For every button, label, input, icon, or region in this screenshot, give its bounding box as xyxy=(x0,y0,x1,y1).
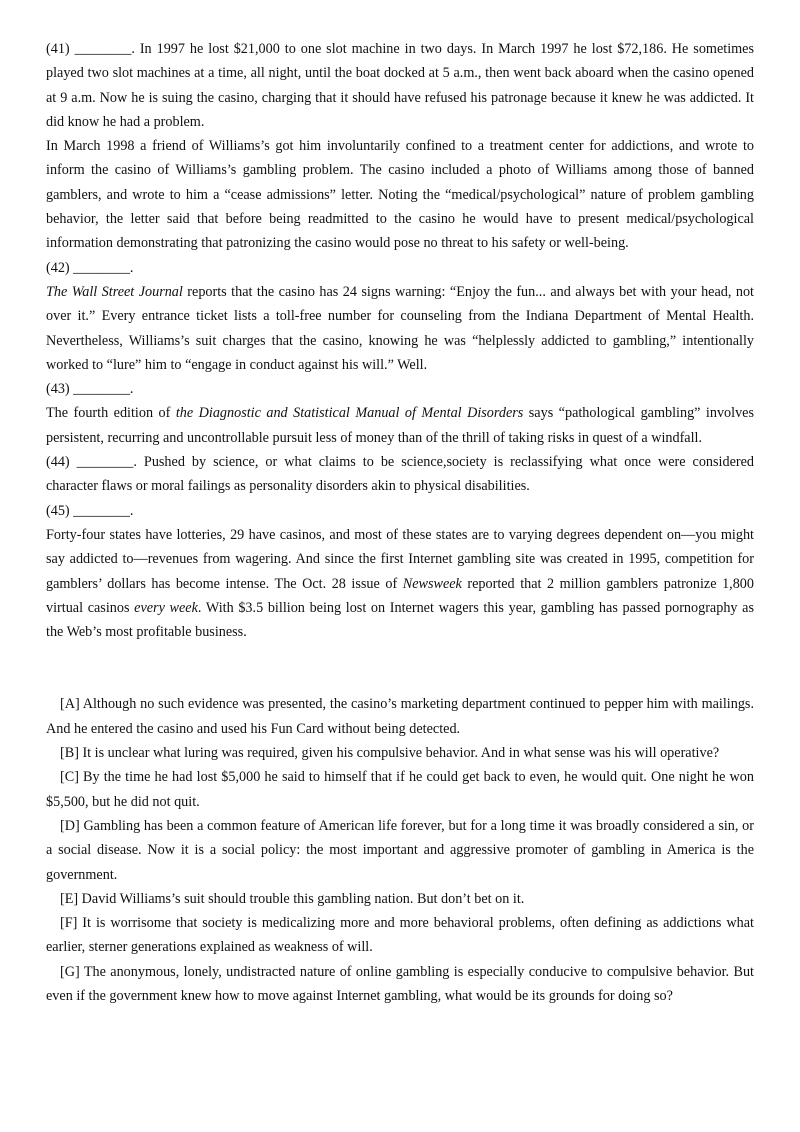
option-b: [B] It is unclear what luring was required, given his compulsive behavior. And in what sense was his will operative? xyxy=(60,745,720,762)
paragraph-44: (44) ________. Pushed by science, or what claims to be science,society is reclassifying what once were considered character flaws or moral failings as personality disorders akin to physical disabilities. xyxy=(46,454,754,495)
lotteries-post: . With $3.5 billion being lost on Internet wagers this year, gambling has passed pornography as the Web’s most profitable business. xyxy=(46,599,754,641)
lotteries-mid: reported that 2 million gamblers patronize 1,800 virtual casinos xyxy=(46,575,754,616)
blank-42: (42) ________. xyxy=(46,259,134,276)
dsm-post: says “pathological gambling” involves persistent, recurring and uncontrollable pursuit less of money than of the thrill of taking risks in quest of a windfall. xyxy=(46,405,755,446)
paragraph-lotteries xyxy=(46,523,754,644)
paragraph-41: (41) ________. In 1997 he lost $21,000 to one slot machine in two days. In March 1997 he lost $72,186. He sometimes played two slot machines at a time, all night, until the boat docked at 5 a.m., then went back aboard when the casino opened at 9 a.m. Now he is suing the casino, charging that it should have refused his patronage because it knew he was addicted. It did know he had a problem. xyxy=(46,41,754,130)
option-a: [A] Although no such evidence was presented, the casino’s marketing department continued to pepper him with mailings. And he entered the casino and used his Fun Card without being detected. xyxy=(46,696,754,737)
dsm-pre: The fourth edition of xyxy=(46,405,176,422)
option-d: [D] Gambling has been a common feature of American life forever, but for a long time it was broadly considered a sin, or a social disease. Now it is a social policy: the most important and aggressive promoter of gambling in America is the government. xyxy=(46,817,754,883)
option-e: [E] David Williams’s suit should trouble this gambling nation. But don’t bet on it. xyxy=(60,890,525,907)
wsj-title: The Wall Street Journal xyxy=(46,283,183,300)
every-week-emphasis: every week xyxy=(134,599,198,616)
option-f: [F] It is worrisome that society is medicalizing more and more behavioral problems, often defining as addictions what earlier, sterner generations explained as weakness of will. xyxy=(46,915,754,956)
paragraph-williams-confinement: In March 1998 a friend of Williams’s got him involuntarily confined to a treatment center for addictions, and wrote to inform the casino of Williams’s gambling problem. The casino included a photo of Williams among those of banned gamblers, and wrote to him a “cease admissions” letter. Noting the “medical/psychological” nature of problem gambling behavior, the letter said that before being readmitted to the casino he would have to present medical/psychological information demonstrating that patronizing the casino would pose no threat to his safety or well-being. xyxy=(46,138,754,252)
wsj-text: reports that the casino has 24 signs warning: “Enjoy the fun... and always bet with your head, not over it.” Every entrance ticket lists a toll-free number for counseling from the Indiana Department of Mental Health. Nevertheless, Williams’s suit charges that the casino, knowing he was “helplessly addicted to gambling,” intentionally worked to “lure” him to “engage in conduct against his will.” Well. xyxy=(46,283,754,373)
blank-43: (43) ________. xyxy=(46,381,134,398)
option-c: [C] By the time he had lost $5,000 he said to himself that if he could get back to even, he would quit. One night he won $5,500, but he did not quit. xyxy=(46,769,754,810)
newsweek-title: Newsweek xyxy=(402,575,462,592)
blank-45: (45) ________. xyxy=(46,502,134,519)
document-page xyxy=(46,37,754,1008)
option-g: [G] The anonymous, lonely, undistracted nature of online gambling is especially conducive to compulsive behavior. But even if the government knew how to move against Internet gambling, what would be its grounds for doing so? xyxy=(46,963,754,1004)
lotteries-pre: Forty-four states have lotteries, 29 have casinos, and most of these states are to varying degrees dependent on—you might say addicted to—revenues from wagering. And since the first Internet gambling site was created in 1995, competition for gamblers’ dollars has become intense. The Oct. 28 issue of xyxy=(46,526,754,592)
paragraph-dsm xyxy=(46,401,754,450)
paragraph-wsj xyxy=(46,280,754,377)
section-gap xyxy=(46,644,754,692)
dsm-title: the Diagnostic and Statistical Manual of Mental Disorders xyxy=(175,405,524,422)
